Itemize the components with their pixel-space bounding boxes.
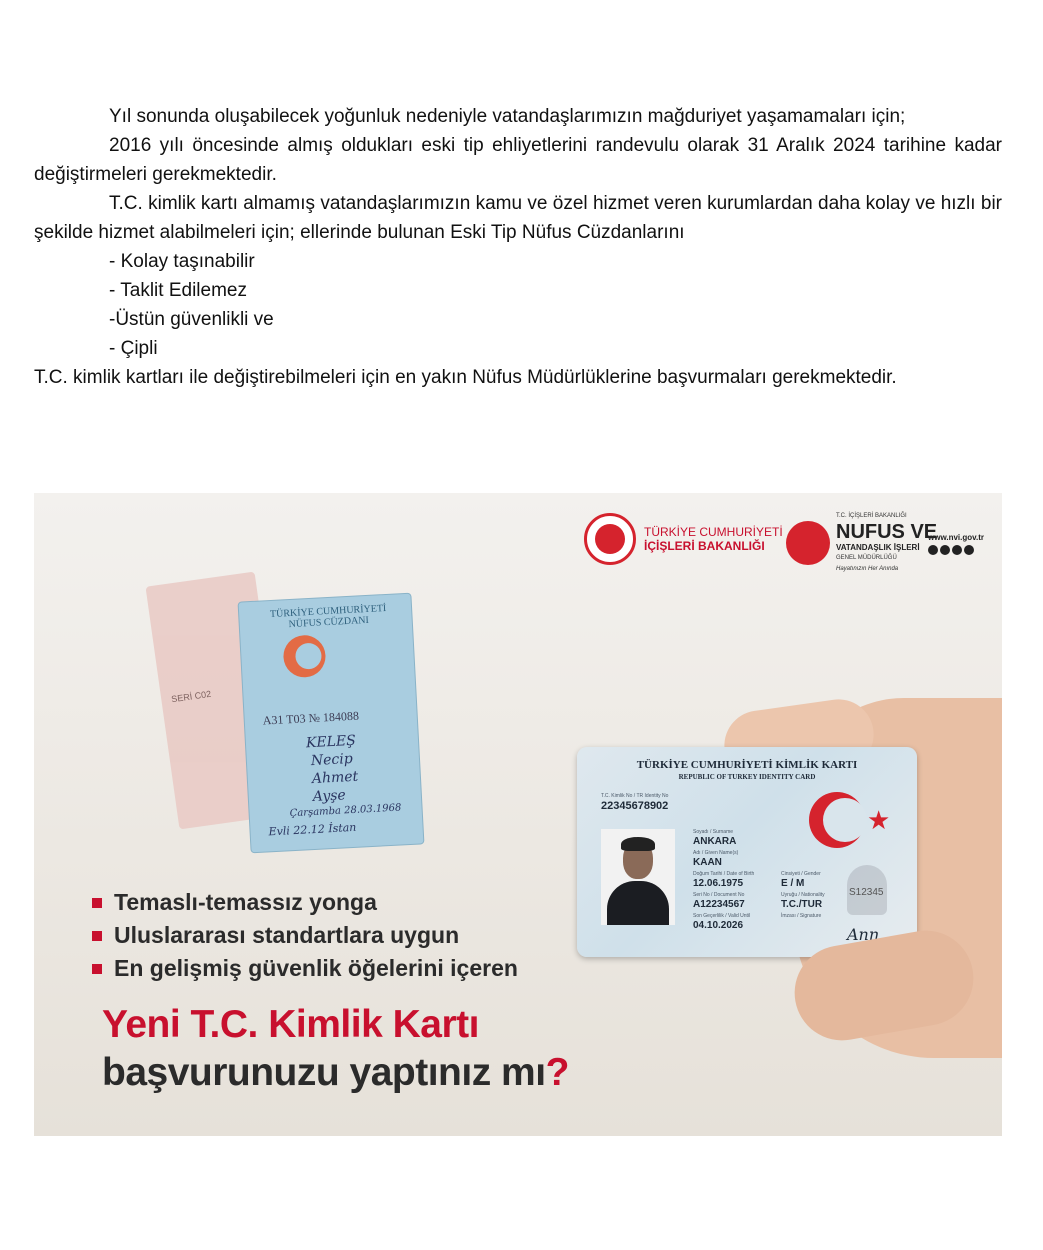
feature-text: Uluslararası standartlara uygun <box>114 922 460 948</box>
booklet-handwriting: Ayşe <box>312 787 347 806</box>
new-id-card <box>577 747 917 957</box>
card-photo <box>601 829 675 925</box>
feature-item <box>92 886 518 919</box>
card-nationality: T.C./TUR <box>781 899 823 910</box>
card-nationality-label: Uyruğu / Nationality <box>781 892 825 898</box>
booklet-handwriting: Evli 22.12 İstan <box>268 820 357 839</box>
card-gender: E / M <box>781 878 805 889</box>
card-dob: 12.06.1975 <box>693 878 744 889</box>
nvi-logo <box>786 511 937 575</box>
nvi-motto: Hayatınızın Her Anında <box>836 566 899 572</box>
card-ghost-number: S12345 <box>849 887 884 898</box>
booklet-title: TÜRKİYE CUMHURİYETİ NÜFUS CÜZDANI <box>269 602 387 631</box>
old-id-booklet-front <box>238 593 425 854</box>
instagram-icon <box>952 545 962 555</box>
headline-dark-text: başvurunuzu yaptınız mı <box>102 1051 546 1094</box>
ministry-name-line2: İÇİŞLERİ BAKANLIĞI <box>644 539 765 553</box>
nvi-title: NUFUS VE <box>836 521 938 543</box>
card-surname: ANKARA <box>693 836 737 847</box>
card-name-label: Adı / Given Name(s) <box>693 850 739 856</box>
feature-item <box>92 952 518 985</box>
twitter-icon <box>928 545 938 555</box>
social-icons <box>928 545 974 555</box>
card-title: TÜRKİYE CUMHURİYETİ KİMLİK KARTI <box>636 759 858 771</box>
paragraph-intro: Yıl sonunda oluşabilecek yoğunluk nedeniyle vatandaşlarımızın mağduriyet yaşamamaları için; <box>109 106 906 127</box>
headline-red: Yeni T.C. Kimlik Kartı <box>102 1003 479 1046</box>
nvi-top-text: T.C. İÇİŞLERİ BAKANLIĞI <box>836 513 907 519</box>
bullet-square-icon <box>92 931 102 941</box>
feature-text: En gelişmiş güvenlik öğelerini içeren <box>114 955 518 981</box>
card-name: KAAN <box>693 857 722 868</box>
booklet-handwriting: Çarşamba 28.03.1968 <box>289 802 402 820</box>
card-dob-label: Doğum Tarihi / Date of Birth <box>693 871 755 877</box>
document-body <box>34 102 1002 392</box>
paragraph-license: 2016 yılı öncesinde almış oldukları eski tip ehliyetlerini randevulu olarak 31 Aralık 2024 tarihine kadar değiştirmeleri gerekmektedir. <box>34 135 1002 185</box>
facebook-icon <box>940 545 950 555</box>
list-item: -Üstün güvenlikli ve <box>109 309 274 330</box>
card-tc-label: T.C. Kimlik No / TR Identity No <box>601 793 669 799</box>
website-text: www.nvi.gov.tr <box>928 533 985 542</box>
nvi-directorate: GENEL MÜDÜRLÜĞÜ <box>836 555 897 561</box>
feature-item <box>92 919 518 952</box>
booklet-serial: A31 T03 № 184088 <box>262 708 360 728</box>
feature-text: Temaslı-temassız yonga <box>114 889 377 915</box>
card-tc-number: 22345678902 <box>601 800 669 812</box>
booklet-handwriting: KELEŞ <box>305 732 357 752</box>
card-docno: A12234567 <box>693 899 745 910</box>
list-item: - Taklit Edilemez <box>109 280 247 301</box>
star-icon: ★ <box>867 805 891 835</box>
card-docno-label: Seri No / Document No <box>693 892 745 898</box>
paragraph-id-card: T.C. kimlik kartı almamış vatandaşlarımızın kamu ve özel hizmet veren kurumlardan daha kolay ve hızlı bir şekilde hizmet alabilmeleri için; ellerinde bulunan Eski Tip Nüfus Cüzdanlarını <box>34 193 1002 243</box>
booklet-handwriting: Necip <box>310 750 354 770</box>
nvi-emblem-icon <box>786 521 830 565</box>
card-signature-label: İmzası / Signature <box>781 913 822 919</box>
headline-dark <box>102 1051 569 1095</box>
feature-list <box>92 886 518 985</box>
id-card-poster <box>34 493 1002 1136</box>
paragraph-closing: T.C. kimlik kartları ile değiştirebilmeleri için en yakın Nüfus Müdürlüklerine başvurmaları gerekmektedir. <box>34 367 897 388</box>
ministry-seal-icon <box>584 513 636 565</box>
card-valid-until: 04.10.2026 <box>693 920 744 931</box>
list-item: - Çipli <box>109 338 158 359</box>
card-valid-label: Son Geçerlilik / Valid Until <box>693 913 751 919</box>
card-surname-label: Soyadı / Surname <box>693 829 734 835</box>
headline-question-mark: ? <box>545 1051 569 1094</box>
ministry-name-line1: TÜRKİYE CUMHURİYETİ <box>644 525 783 539</box>
card-subtitle: REPUBLIC OF TURKEY IDENTITY CARD <box>678 773 816 781</box>
list-item: - Kolay taşınabilir <box>109 251 255 272</box>
bullet-square-icon <box>92 898 102 908</box>
nvi-subtitle: VATANDAŞLIK İŞLERİ <box>836 543 920 552</box>
bullet-square-icon <box>92 964 102 974</box>
crescent-icon <box>809 792 865 848</box>
card-signature: Ann <box>847 925 880 944</box>
booklet-back-serial: SERİ C02 <box>170 688 212 705</box>
booklet-handwriting: Ahmet <box>311 768 359 788</box>
youtube-icon <box>964 545 974 555</box>
card-gender-label: Cinsiyeti / Gender <box>781 871 821 877</box>
crescent-emblem-icon <box>282 634 326 678</box>
ministry-logo <box>584 513 783 565</box>
